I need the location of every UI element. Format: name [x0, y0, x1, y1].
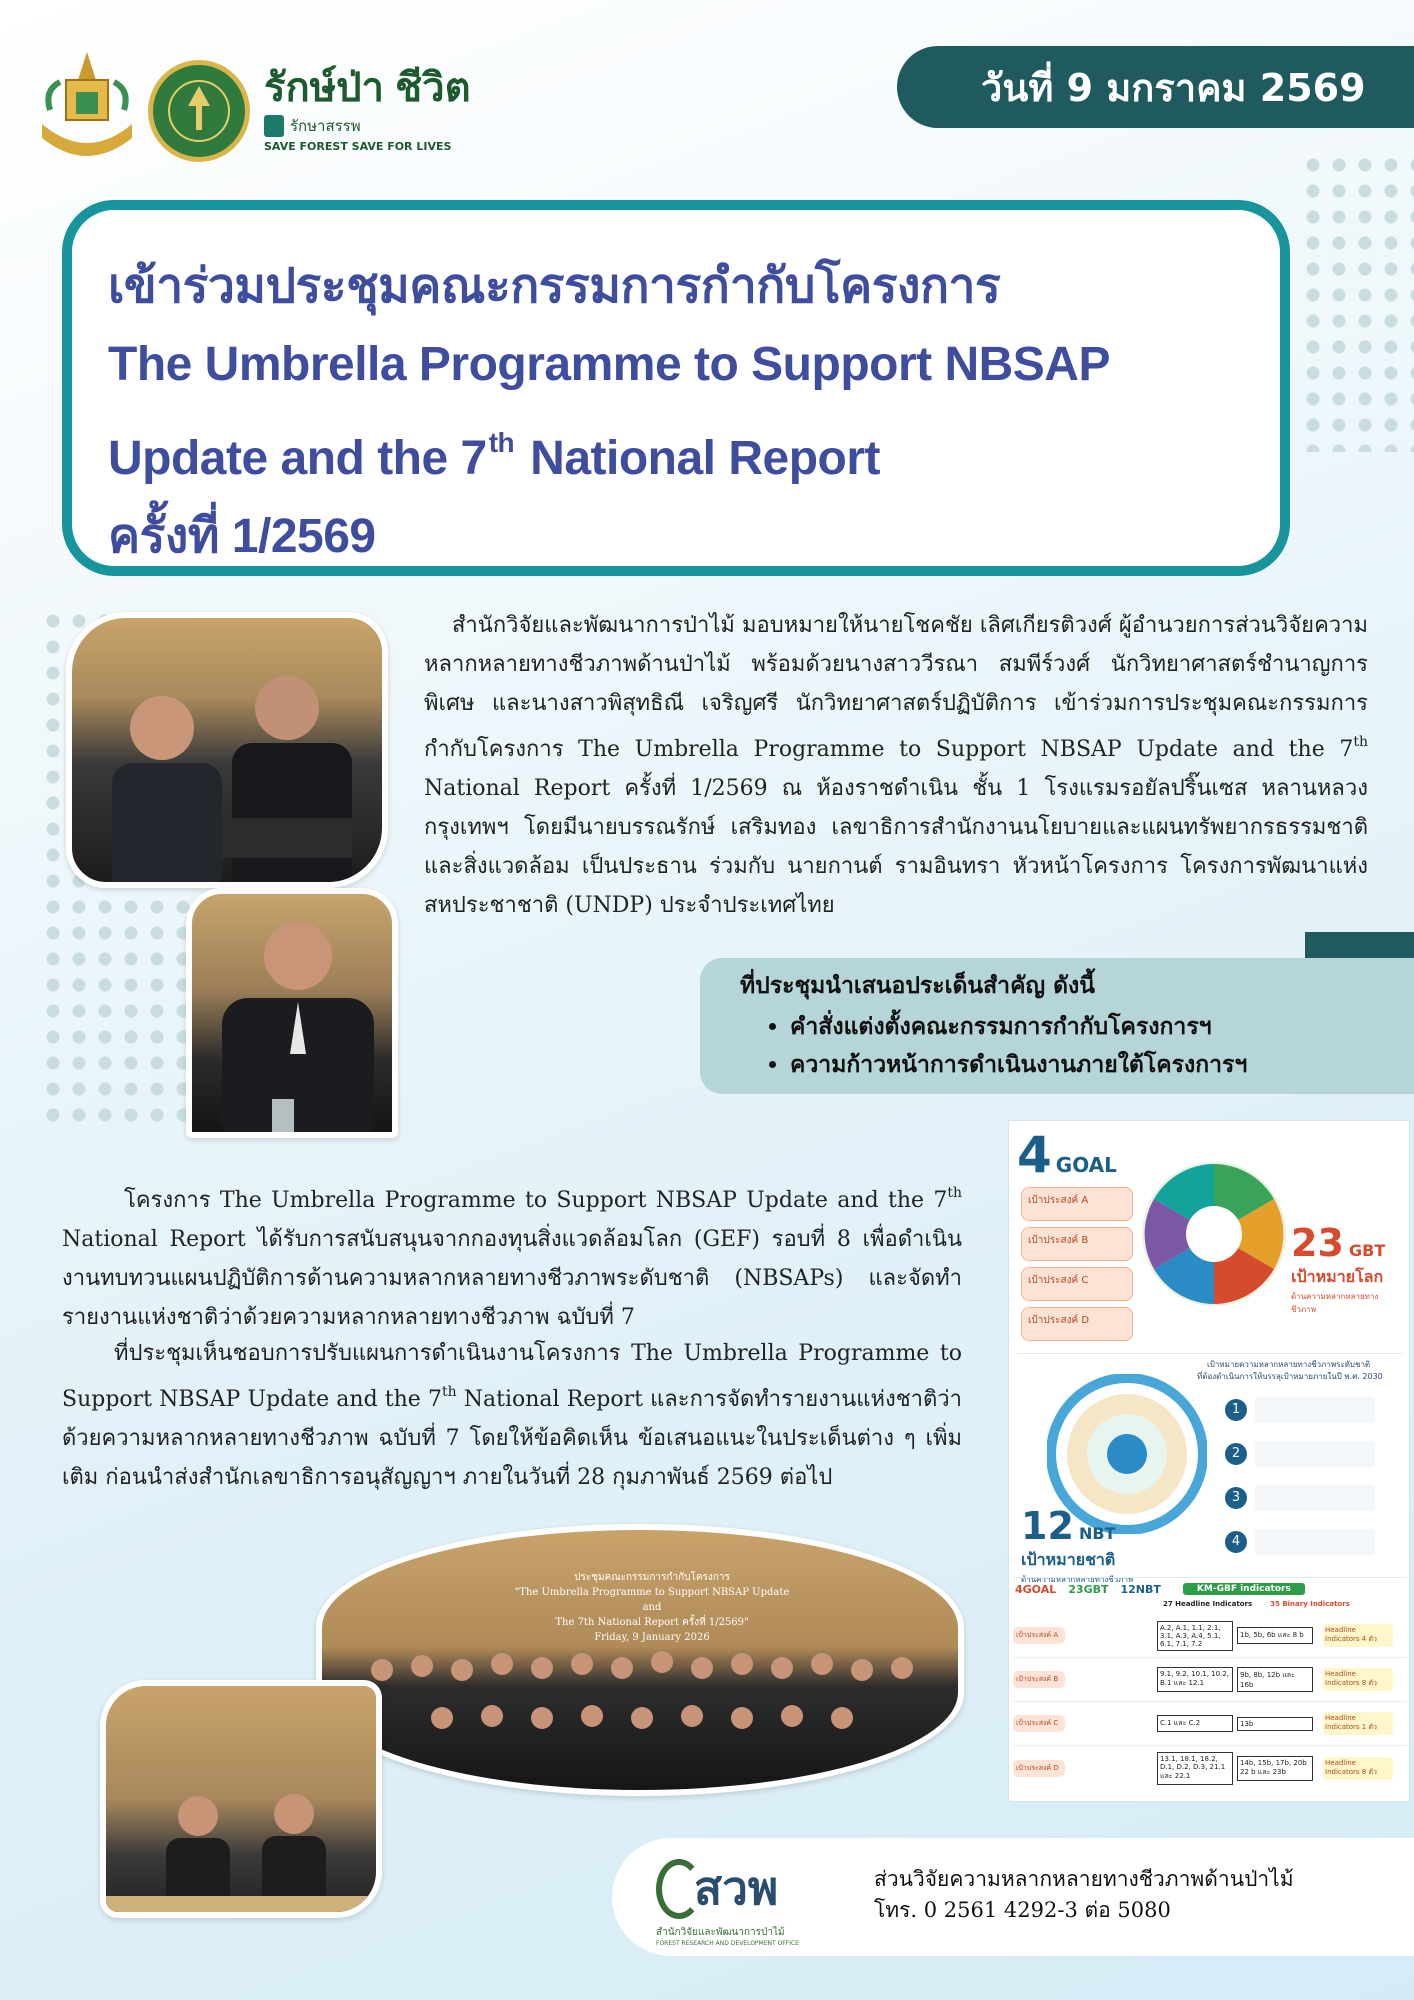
brand-subtext: รักษาสรรพ [290, 117, 361, 135]
frdo-logo [656, 1852, 856, 1947]
table-col-headline: 27 Headline Indicators [1163, 1600, 1253, 1608]
brand-wordmark: รักษ์ป่า ชีวิต [264, 66, 471, 110]
nbt-heading-2: ที่ต้องดำเนินการให้บรรลุเป้าหมายภายในปี พ.ศ. 2030 [1197, 1372, 1383, 1381]
footer-department: ส่วนวิจัยความหลากหลายทางชีวภาพด้านป่าไม้ [874, 1867, 1294, 1891]
gbt-subtitle: ด้านความหลากหลายทางชีวภาพ [1291, 1292, 1379, 1314]
highlight-item: • คำสั่งแต่งตั้งคณะกรรมการกำกับโครงการฯ [790, 1008, 1414, 1046]
nbt-steps: 1 2 3 4 [1225, 1388, 1397, 1564]
table-title: KM-GBF indicators [1183, 1583, 1305, 1595]
table-row: เป้าประสงค์ B 9.1, 9.2, 10.1, 10.2, B.1 และ 12.1 9b, 8b, 12b และ 16b Headline Indicators 8 ตัว [1013, 1658, 1407, 1702]
goal-pill-b: เป้าประสงค์ B [1021, 1227, 1133, 1261]
gbt-title: เป้าหมายโลก [1291, 1267, 1384, 1286]
infographic-indicator-table [1013, 1577, 1407, 1799]
lock-icon [264, 115, 284, 137]
government-emblem-icon [36, 50, 138, 164]
header [36, 50, 496, 170]
brand-logo [264, 64, 496, 164]
frdo-logo-sub-en: FOREST RESEARCH AND DEVELOPMENT OFFICE [656, 1940, 799, 1947]
body-paragraph-1: โครงการ The Umbrella Programme to Support NBSAP Update and the 7th National Report ได้รับการสนับสนุนจากกองทุนสิ่งแวดล้อมโลก (GEF) รอบที่ 8 เพื่อดำเนินงานทบทวนแผนปฏิบัติการด้านความหลากหลายทางชีวภาพระดับชาติ (NBSAPs) และจัดทำรายงานแห่งชาติว่าด้วยความหลากหลายทางชีวภาพ ฉบับที่ 7 [62, 1185, 962, 1330]
nbt-label: NBT [1078, 1524, 1116, 1543]
footer-phone: โทร. 0 2561 4292-3 ต่อ 5080 [874, 1898, 1171, 1922]
table-nbt-label: 12NBT [1120, 1582, 1161, 1596]
table-col-binary: 35 Binary Indicators [1270, 1600, 1350, 1608]
title-line-3: Update and the 7th National Report [108, 427, 881, 485]
highlights-list [720, 1008, 1414, 1084]
nbt-heading: เป้าหมายความหลากหลายทางชีวภาพระดับชาติ [1207, 1360, 1371, 1369]
highlight-item: • ความก้าวหน้าการดำเนินงานภายใต้โครงการฯ [790, 1046, 1414, 1084]
goal-label: GOAL [1055, 1153, 1117, 1177]
footer-contact [874, 1864, 1294, 1926]
nbt-count: 12 [1021, 1504, 1074, 1548]
goal-pill-c: เป้าประสงค์ C [1021, 1267, 1133, 1301]
decor-dots-right [1300, 152, 1414, 452]
gbt-block [1291, 1221, 1403, 1316]
brand-slogan: SAVE FOREST SAVE FOR LIVES [264, 140, 452, 153]
title-line-4: ครั้งที่ 1/2569 [108, 510, 376, 563]
table-gbt-label: 23GBT [1068, 1582, 1109, 1596]
royal-forest-department-seal-icon [148, 60, 250, 162]
nbt-subtitle: ด้านความหลากหลายทางชีวภาพ [1021, 1575, 1134, 1584]
photo-group [316, 1524, 964, 1796]
highlights-box [700, 958, 1414, 1094]
gbt-wheel-icon [1139, 1159, 1289, 1309]
table-goal-label: 4GOAL [1015, 1582, 1057, 1596]
frdo-logo-text: สวพ [694, 1861, 779, 1915]
goal-pill-d: เป้าประสงค์ D [1021, 1307, 1133, 1341]
gbt-label: GBT [1348, 1241, 1386, 1260]
goal-pill-a: เป้าประสงค์ A [1021, 1187, 1133, 1221]
table-row: เป้าประสงค์ A A.2, A.1, 1.1, 2.1, 3.1, A.3, A.4, 5.1, 6.1, 7.1, 7.2 1b, 5b, 6b และ 8 b Headline Indicators 4 ตัว [1013, 1614, 1407, 1658]
table-row: เป้าประสงค์ C C.1 และ C.2 13b Headline Indicators 1 ตัว [1013, 1702, 1407, 1746]
photo-chairperson [186, 888, 398, 1138]
title-box [62, 200, 1290, 576]
footer [612, 1838, 1414, 1956]
title-line-1: เข้าร่วมประชุมคณะกรรมการกำกับโครงการ [108, 260, 1001, 313]
nbt-block [1021, 1504, 1221, 1586]
body-paragraph-2: ที่ประชุมเห็นชอบการปรับแผนการดำเนินงานโครงการ The Umbrella Programme to Support NBSAP Update and the 7th National Report และการจัดทำรายงานแห่งชาติว่าด้วยความหลากหลายทางชีวภาพ ฉบับที่ 7 โดยให้ข้อคิดเห็น ข้อเสนอแนะในประเด็นต่าง ๆ เพิ่มเติม ก่อนนำส่งสำนักเลขาธิการอนุสัญญาฯ ภายในวันที่ 28 กุมภาพันธ์ 2569 ต่อไป [62, 1341, 962, 1490]
goal-count: 4 [1017, 1126, 1052, 1184]
infographic-goals-section [1017, 1126, 1403, 1347]
frdo-logo-sub: สำนักวิจัยและพัฒนาการป่าไม้ [656, 1927, 785, 1938]
highlights-heading: ที่ประชุมนำเสนอประเด็นสำคัญ ดังนี้ [740, 972, 1095, 999]
infographic-nbt-section [1017, 1353, 1403, 1584]
date-badge: วันที่ 9 มกราคม 2569 [897, 46, 1414, 128]
nbt-title: เป้าหมายชาติ [1021, 1550, 1116, 1569]
gbt-count: 23 [1291, 1221, 1344, 1265]
table-row: เป้าประสงค์ D 13.1, 18.1, 18.2, D.1, D.2, D.3, 21.1 และ 22.1 14b, 15b, 17b, 20b 22 b และ 23b Headline Indicators 8 ตัว [1013, 1746, 1407, 1790]
photo-meeting-participants [66, 612, 388, 888]
photo-staff [100, 1680, 382, 1918]
intro-paragraph: สำนักวิจัยและพัฒนาการป่าไม้ มอบหมายให้นายโชคชัย เลิศเกียรติวงศ์ ผู้อำนวยการส่วนวิจัยความหลากหลายทางชีวภาพด้านป่าไม้ พร้อมด้วยนางสาววีรณา สมพีร์วงศ์ นักวิทยาศาสตร์ชำนาญการพิเศษ และนางสาวพิสุทธิณี เจริญศรี นักวิทยาศาสตร์ปฏิบัติการ เข้าร่วมการประชุมคณะกรรมการกำกับโครงการ The Umbrella Programme to Support NBSAP Update and the 7th National Report ครั้งที่ 1/2569 ณ ห้องราชดำเนิน ชั้น 1 โรงแรมรอยัลปริ๊นเซส หลานหลวง กรุงเทพฯ โดยมีนายบรรณรักษ์ เสริมทอง เลขาธิการสำนักงานนโยบายและแผนทรัพยากรธรรมชาติและสิ่งแวดล้อม เป็นประธาน ร่วมกับ นายกานต์ รามอินทรา หัวหน้าโครงการ โครงการพัฒนาแห่งสหประชาชาติ (UNDP) ประจำประเทศไทย [424, 613, 1368, 918]
title-line-2: The Umbrella Programme to Support NBSAP [108, 338, 1110, 391]
group-photo-banner: ประชุมคณะกรรมการกำกับโครงการ "The Umbrella Programme to Support NBSAP Update and The 7th National Report ครั้งที่ 1/2569" Friday, 9 January 2026 [514, 1572, 790, 1643]
kmgbf-infographic [1008, 1120, 1410, 1802]
